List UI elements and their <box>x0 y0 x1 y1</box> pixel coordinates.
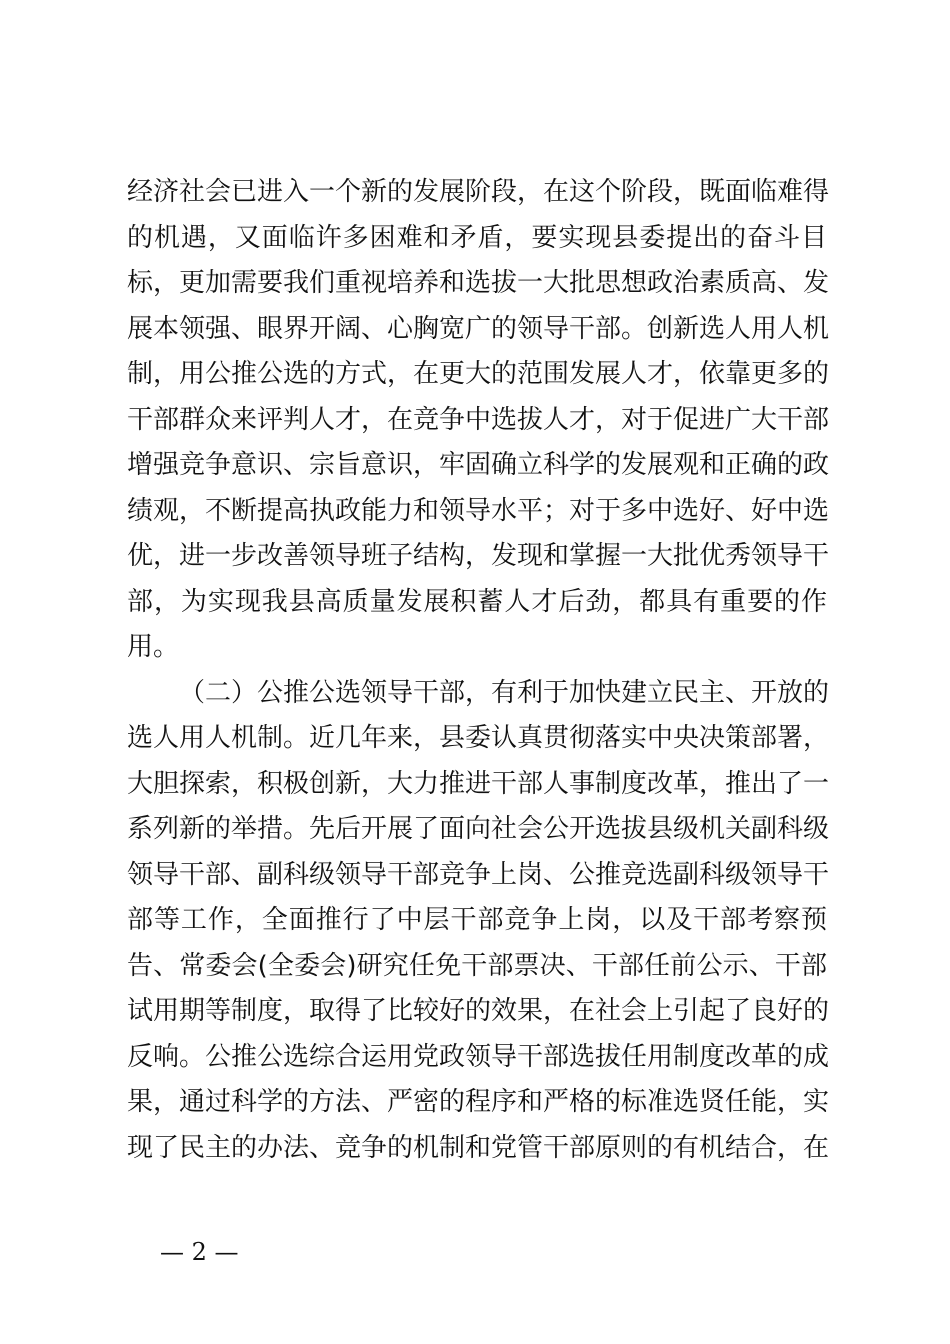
text-line: 果，通过科学的方法、严密的程序和严格的标准选贤任能，实 <box>127 1087 830 1117</box>
text-line: 部等工作，全面推行了中层干部竞争上岗，以及干部考察预 <box>127 905 827 935</box>
text-line: 优，进一步改善领导班子结构，发现和掌握一大批优秀领导干 <box>127 541 830 571</box>
text-line: 反响。公推公选综合运用党政领导干部选拔任用制度改革的成 <box>127 1041 830 1072</box>
text-line: 增强竞争意识、宗旨意识，牢固确立科学的发展观和正确的政 <box>127 450 830 480</box>
text-line: 现了民主的办法、竞争的机制和党管干部原则的有机结合，在 <box>127 1132 830 1163</box>
text-line: 经济社会已进入一个新的发展阶段，在这个阶段，既面临难得 <box>127 177 830 207</box>
text-line: 用。 <box>127 632 180 662</box>
text-line: 标，更加需要我们重视培养和选拔一大批思想政治素质高、发 <box>127 268 830 298</box>
section-heading-line: （二）公推公选领导干部，有利于加快建立民主、开放的 <box>179 677 830 708</box>
text-line: 的机遇，又面临许多困难和矛盾，要实现县委提出的奋斗目 <box>127 222 827 253</box>
text-line: 部，为实现我县高质量发展积蓄人才后劲，都具有重要的作 <box>127 586 827 617</box>
text-line: 选人用人机制。近几年来，县委认真贯彻落实中央决策部署， <box>127 723 830 753</box>
body-text <box>127 170 830 1171</box>
text-line: 制，用公推公选的方式，在更大的范围发展人才，依靠更多的 <box>127 359 830 389</box>
text-line: 大胆探索，积极创新，大力推进干部人事制度改革，推出了一 <box>127 768 830 799</box>
text-line: 绩观，不断提高执政能力和领导水平；对于多中选好、好中选 <box>127 495 830 526</box>
text-line: 试用期等制度，取得了比较好的效果，在社会上引起了良好的 <box>127 996 830 1026</box>
text-line: 干部群众来评判人才，在竞争中选拔人才，对于促进广大干部 <box>127 404 830 435</box>
text-line: 领导干部、副科级领导干部竞争上岗、公推竞选副科级领导干 <box>127 859 830 890</box>
text-line: 展本领强、眼界开阔、心胸宽广的领导干部。创新选人用人机 <box>127 313 830 344</box>
text-line: 系列新的举措。先后开展了面向社会公开选拔县级机关副科级 <box>127 814 830 844</box>
text-line: 告、常委会(全委会)研究任免干部票决、干部任前公示、干部 <box>127 950 827 981</box>
page-number: — 2 — <box>160 1238 239 1266</box>
